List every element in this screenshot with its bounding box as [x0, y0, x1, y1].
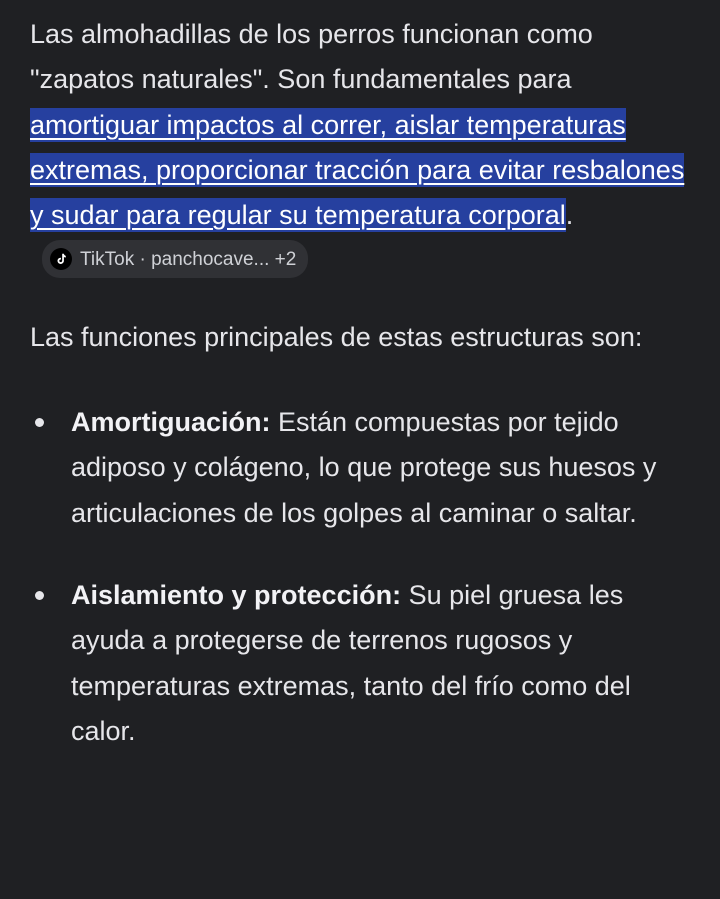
- list-item: [30, 573, 695, 754]
- intro-tail: .: [565, 200, 574, 231]
- tiktok-icon: [50, 248, 72, 270]
- functions-paragraph: Las funciones principales de estas estructuras son:: [30, 321, 643, 352]
- list-item-title: Amortiguación:: [71, 407, 271, 438]
- intro-paragraph: [30, 12, 695, 284]
- intro-text: Las almohadillas de los perros funcionan como "zapatos naturales". Son fundamentales para: [30, 19, 593, 95]
- source-chip-label: TikTok · panchocave... +2: [80, 248, 297, 270]
- bullet-dot-icon: [35, 591, 44, 600]
- list-item-title: Aislamiento y protección:: [71, 579, 402, 610]
- functions-list: [30, 400, 695, 754]
- bullet-dot-icon: [35, 418, 44, 427]
- source-chip[interactable]: [42, 240, 308, 278]
- list-item-text: Su piel gruesa les ayuda a protegerse de terrenos rugosos y temperaturas extremas, tanto del frío como del calor.: [71, 579, 631, 746]
- response-content: [30, 12, 695, 791]
- list-item: [30, 400, 695, 536]
- highlighted-citation-text[interactable]: amortiguar impactos al correr, aislar temperaturas extremas, proporcionar tracción para evitar resbalones y sudar para regular su temperatura corporal: [30, 109, 685, 231]
- list-item-text: Están compuestas por tejido adiposo y colágeno, lo que protege sus huesos y articulaciones de los golpes al caminar o saltar.: [71, 407, 657, 528]
